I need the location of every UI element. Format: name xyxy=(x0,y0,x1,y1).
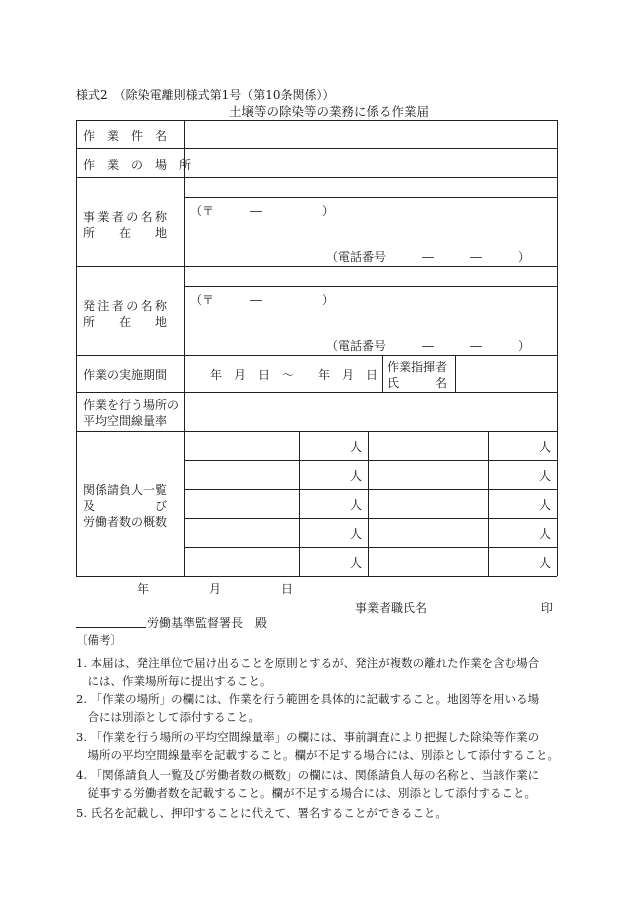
note-line: 2. 「作業の場所」の欄には、作業を行う範囲を具体的に記載すること。地図等を用いる場 xyxy=(76,692,540,706)
subcontractors-label-3: 労働者数の概数 xyxy=(83,515,168,529)
unit-label: 人 xyxy=(350,498,363,512)
subcontractors-label-2: 及 び xyxy=(83,499,168,513)
signature-label: 事業者職氏名 xyxy=(355,601,428,615)
date-line: 年 月 日 xyxy=(137,582,294,596)
contractor-postal: （〒 ― ） xyxy=(190,204,335,218)
orderer-postal: （〒 ― ） xyxy=(190,293,335,307)
seal-mark: 印 xyxy=(541,601,554,615)
unit-label: 人 xyxy=(350,556,363,570)
note-line: 合には別添として添付すること。 xyxy=(76,710,260,724)
supervisor-label-1: 作業指揮者 xyxy=(387,360,448,374)
unit-label: 人 xyxy=(539,440,552,454)
dose-label-1: 作業を行う場所の xyxy=(83,398,180,412)
orderer-label-name: 発 注 者 の 名 称 xyxy=(83,299,167,313)
note-line: には、作業場所毎に提出すること。 xyxy=(76,674,272,688)
contractor-phone: （電話番号 ― ― ） xyxy=(326,250,531,264)
dose-label-2: 平均空間線量率 xyxy=(83,414,168,428)
unit-label: 人 xyxy=(350,440,363,454)
orderer-phone: （電話番号 ― ― ） xyxy=(326,339,531,353)
supervisor-label-2: 氏 名 xyxy=(387,376,448,390)
note-line: 場所の平均空間線量率を記載すること。欄が不足する場合には、別添として添付すること。 xyxy=(76,748,559,762)
notes-heading: 〔備考〕 xyxy=(76,633,122,647)
work-name-label: 作 業 件 名 xyxy=(83,129,168,143)
unit-label: 人 xyxy=(539,556,552,570)
unit-label: 人 xyxy=(539,498,552,512)
addressee: 労働基準監督署長 殿 xyxy=(147,616,268,630)
page-title: 土壌等の除染等の業務に係る作業届 xyxy=(229,104,430,119)
office-blank-line xyxy=(76,627,146,628)
note-line: 従事する労働者数を記載すること。欄が不足する場合には、別添として添付すること。 xyxy=(76,786,536,800)
note-line: 1. 本届は、発注単位で届け出ることを原則とするが、発注が複数の離れた作業を含む場合 xyxy=(76,656,540,670)
work-place-label: 作 業 の 場 所 xyxy=(83,158,192,172)
unit-label: 人 xyxy=(350,527,363,541)
unit-label: 人 xyxy=(539,469,552,483)
period-value: 年 月 日 〜 年 月 日 xyxy=(210,368,379,382)
contractor-label-name: 事 業 者 の 名 称 xyxy=(83,210,167,224)
note-line: 4. 「関係請負人一覧及び労働者数の概数」の欄には、関係請負人毎の名称と、当該作業に xyxy=(76,768,540,782)
form-code: 様式2 （除染電離則様式第1号（第10条関係）） xyxy=(76,88,335,102)
period-label: 作業の実施期間 xyxy=(83,368,168,382)
note-line: 3. 「作業を行う場所の平均空間線量率」の欄には、事前調査により把握した除染等作業の xyxy=(76,730,540,744)
unit-label: 人 xyxy=(539,527,552,541)
orderer-label-address: 所 在 地 xyxy=(83,315,168,329)
subcontractors-label-1: 関係請負人一覧 xyxy=(83,483,168,497)
note-line: 5. 氏名を記載し、押印することに代えて、署名することができること。 xyxy=(76,806,447,820)
unit-label: 人 xyxy=(350,469,363,483)
contractor-label-address: 所 在 地 xyxy=(83,226,168,240)
